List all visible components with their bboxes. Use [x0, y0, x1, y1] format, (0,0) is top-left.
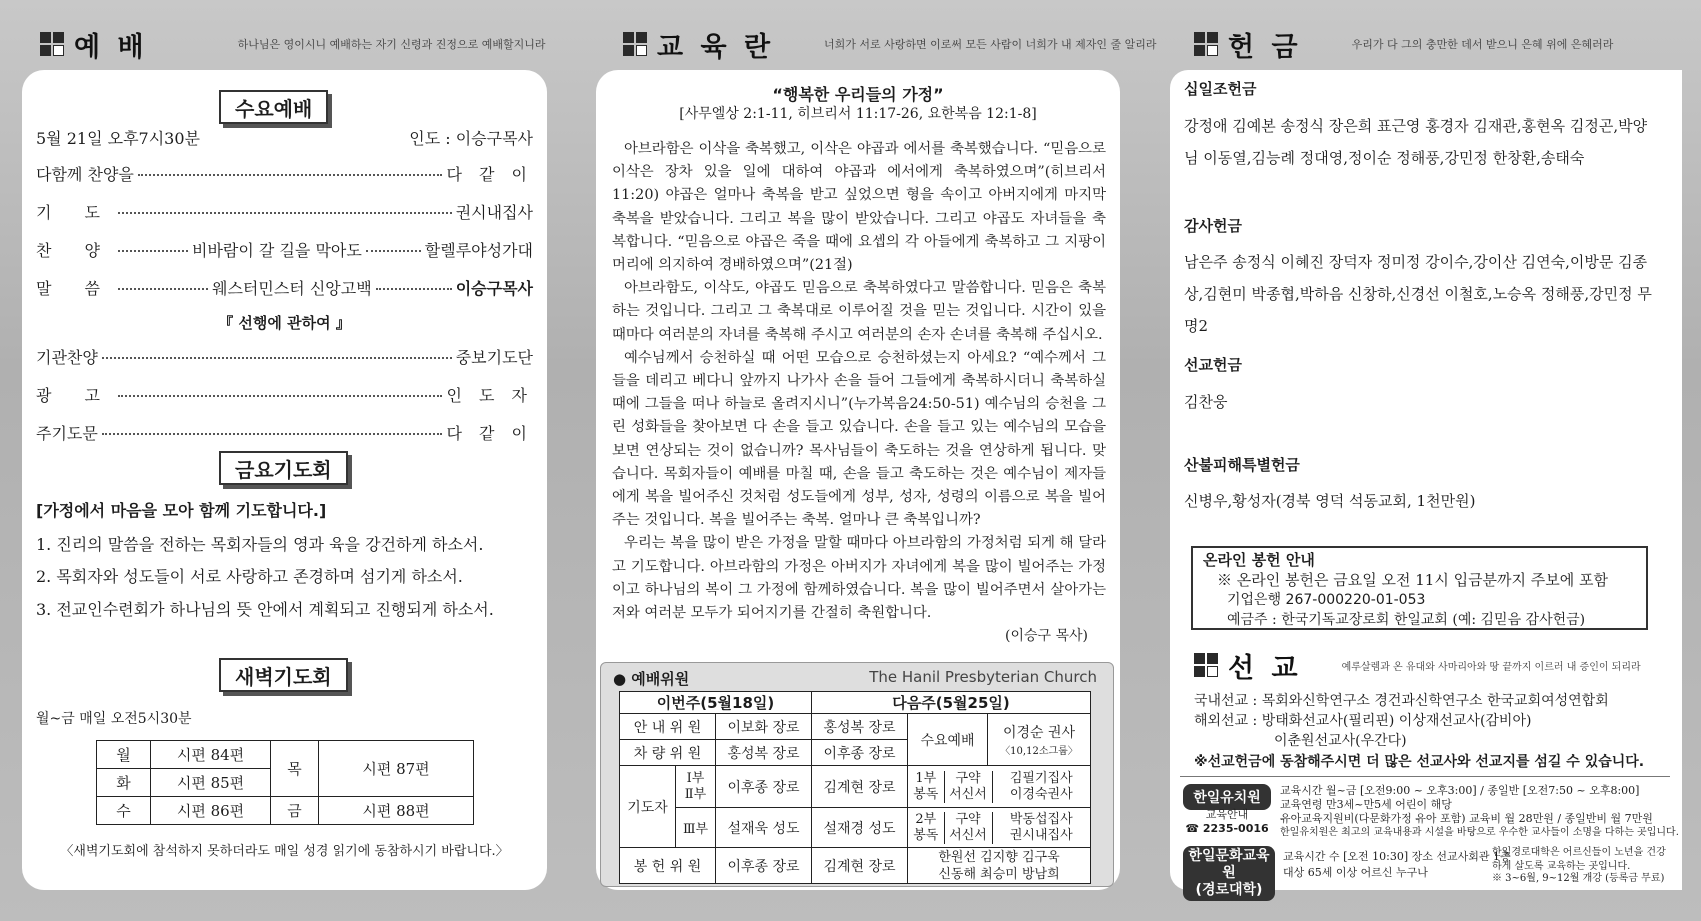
section-subtitle: 너희가 서로 사랑하면 이로써 모든 사람이 너희가 내 제자인 줄 알리라 — [824, 38, 1157, 51]
divider — [1180, 776, 1670, 777]
thanks-title: 감사헌금 — [1184, 217, 1242, 235]
sermon-subtitle: 『 선행에 관하여 』 — [218, 314, 351, 332]
order-row: 말 씀 웨스터민스터 신앙고백 이승구목사 — [36, 279, 533, 298]
online-title: 온라인 봉헌 안내 — [1203, 551, 1315, 569]
education-header — [623, 24, 1157, 64]
wed-date: 5월 21일 오후7시30분 — [36, 129, 200, 148]
senior-college-term: ※ 3~6월, 9~12월 개강 (등록금 무료) — [1492, 873, 1665, 884]
prayer-item: 2. 목회자와 성도들이 서로 사랑하고 존경하며 섬기게 하소서. — [36, 567, 463, 586]
overseas-missions-2: 이춘원선교사(우간다) — [1274, 733, 1407, 749]
overseas-missions: 해외선교 : 방태화선교사(필리핀) 이상재선교사(감비아) — [1194, 713, 1532, 729]
order-row: 다함께 찬양을 다 같 이 — [36, 165, 533, 184]
section-subtitle: 하나님은 영이시니 예배하는 자기 신령과 진정으로 예배할지니라 — [237, 38, 546, 51]
wed-service-tag: 수요예배 — [219, 90, 328, 124]
article-title: “행복한 우리들의 가정” — [772, 85, 944, 104]
kindergarten-info: 교육시간 월~금 [오전9:00 ~ 오후3:00] / 종일반 [오전7:50 ~ 오후8:00] — [1280, 784, 1640, 797]
article-body — [612, 138, 1106, 625]
wildfire-offering-names: 신병우,황성자(경북 영덕 석동교회, 1천만원) — [1184, 492, 1476, 510]
offering-header — [1194, 24, 1613, 64]
tithe-title: 십일조헌금 — [1184, 80, 1257, 98]
prayer-item: 3. 전교인수련회가 하나님의 뜻 안에서 계획되고 진행되게 하소서. — [36, 600, 494, 619]
senior-college-info: 교육시간 수 [오전 10:30] 장소 선교사회관 1층 — [1283, 850, 1511, 863]
domestic-missions: 국내선교 : 목회와신학연구소 경건과신학연구소 한국교회여성연합회 — [1194, 693, 1609, 709]
grid-icon — [1194, 32, 1218, 56]
dawn-time: 월~금 매일 오전5시30분 — [36, 711, 192, 727]
thanks-names: 남은주 송정식 이혜진 장덕자 정미정 강이수,강이산 김연숙,이방문 김종상,김현미 박종협,박하음 신창하,신경선 이철호,노승옥 정해풍,강민정 무명2 — [1184, 253, 1652, 335]
kindergarten-badge: 한일유치원 — [1183, 784, 1271, 810]
grid-icon — [40, 32, 64, 56]
online-note: ※ 온라인 봉헌은 금요일 오전 11시 입금분까지 주보에 포함 — [1217, 571, 1609, 589]
account-holder: 예금주 : 한국기독교장로회 한일교회 (예: 김믿음 감사헌금) — [1227, 612, 1586, 628]
mission-offering-title: 선교헌금 — [1184, 356, 1242, 374]
senior-college-info: 대상 65세 이상 어르신 누구나 — [1283, 866, 1428, 879]
dawn-prayer-tag: 새벽기도회 — [219, 658, 348, 692]
committee-box — [600, 662, 1114, 887]
mission-offering-names: 김찬웅 — [1184, 393, 1228, 411]
prayer-item: 1. 진리의 말씀을 전하는 목회자들의 영과 육을 강건하게 하소서. — [36, 535, 484, 554]
article-paragraph: 우리는 복을 많이 받은 가정을 말할 때마다 아브라함의 가정처럼 되게 해 달라고 기도합니다. 아브라함의 가정은 아버지가 자녀에게 복을 많이 빌어주는 가정이고 하나님의 복이 그 가정에 함께하였습니다. 복을 많이 빌어주면서 살아가는 저와 여러분 모두가 되어지기를 간절히 축원합니다. — [612, 535, 1106, 622]
worship-panel — [22, 70, 547, 890]
dawn-note: 〈새벽기도회에 참석하지 못하더라도 매일 성경 읽기에 동참하시기 바랍니다.〉 — [60, 844, 509, 859]
article-paragraph: 예수님께서 승천하실 때 어떤 모습으로 승천하셨는지 아세요? “예수께서 그들을 데리고 베다니 앞까지 나가사 손을 들어 그들에게 축복하시더니 축복하실 때에 그들을 떠나 하늘로 올려지시니”(누가복음24:50-51) 예수님의 승천을 그린 성화들을 찾아보면 다 손을 들고 있습니다. 손을 들고 있는 예수님의 모습을 보면 연상되는 것이 없습니까? 목사님들이 축도하는 것을 연상하게 됩니다. 맞습니다. 목회자들이 예배를 마칠 때, 손을 들고 축도하는 것은 예수님이 제자들에게 복을 빌어주신 것처럼 성도들에게 성부, 성자, 성령의 이름으로 복을 빌어주는 것입니다. 복을 빌어주는 축복. 얼마나 큰 축복입니까? — [612, 349, 1106, 529]
section-title: 선 교 — [1228, 652, 1302, 684]
wildfire-offering-title: 산불피해특별헌금 — [1184, 456, 1300, 474]
kindergarten-info: 유아교육지원비(다문화가정 유아 포함) 교육비 월 28만원 / 종일반비 월 7만원 — [1280, 812, 1653, 825]
article-paragraph: 아브라함은 이삭을 축복했고, 이삭은 야곱과 에서를 축복했습니다. “믿음으로 이삭은 장차 있을 일에 대하여 야곱과 에서에게 축복하였으며”(히브리서11:20) 야곱은 얼마나 축복을 받고 싶었으면 형을 속이고 아버지에게 마지막 축복을 받았습니다. 그리고 복을 많이 받았습니다. 그리고 야곱도 자녀들을 축복합니다. “믿음으로 야곱은 죽을 때에 요셉의 각 아들에게 축복하고 그 지팡이 머리에 의지하여 경배하였으며”(21절) — [612, 141, 1106, 274]
bank-account: 기업은행 267-000220-01-053 — [1227, 592, 1426, 608]
order-row: 주기도문 다 같 이 — [36, 424, 533, 443]
order-row: 찬 양 비바람이 갈 길을 막아도 할렐루야성가대 — [36, 241, 533, 260]
worship-header — [40, 24, 545, 64]
committee-title: ● 예배위원 — [613, 670, 690, 688]
kindergarten-label: 교육안내 — [1205, 808, 1249, 821]
fri-prayer-tag: 금요기도회 — [219, 451, 348, 485]
senior-college-desc: 한일경로대학은 어르신들이 노년을 건강하게 살도록 교육하는 곳입니다. — [1492, 847, 1666, 872]
committee-table: 이번주(5월18일) 다음주(5월25일) 안 내 위 원 이보화 장로 홍성복 장로 수요예배 이경순 권사 〈10,12소그룹〉 차 량 위 원 홍성복 장로 이후종 장로 기도자 Ⅰ부 Ⅱ부 이후종 장로 김계현 장로 1부 봉독 구약 서신서 김필기집사 이경숙권사 Ⅲ부 설재욱 성도 설재경 성도 2부 봉독 구약 서신서 박동섭집사 권시내집사 봉 헌 위 원 이후종 장로 김계현 장로 한원선 김지향 김구욱 신동해 최승미 방남희 — [619, 691, 1091, 884]
missions-note: ※선교헌금에 동참해주시면 더 많은 선교사와 선교지를 섬길 수 있습니다. — [1194, 754, 1645, 770]
order-row: 광 고 인 도 자 — [36, 386, 533, 405]
fri-prayer-heading: [가정에서 마음을 모아 함께 기도합니다.] — [36, 501, 327, 520]
article-author: (이승구 목사) — [1005, 628, 1088, 644]
article-paragraph: 아브라함도, 이삭도, 야곱도 믿음으로 축복하였다고 말씀합니다. 믿음은 축복하는 것입니다. 그리고 그 축복대로 이루어질 것을 믿는 것입니다. 시간이 있을 때마다 여러분의 자녀를 축복해 주시고 여러분의 손자 손녀를 축복해 주십시오. — [612, 280, 1106, 343]
order-row: 기관찬양 중보기도단 — [36, 348, 533, 367]
section-title: 예 배 — [74, 31, 148, 63]
kindergarten-info: 교육연령 만3세~만5세 어린이 해당 — [1280, 798, 1452, 811]
kindergarten-phone: ☎ 2235-0016 — [1185, 822, 1269, 835]
online-offering-box — [1191, 546, 1648, 630]
section-title: 교 육 란 — [657, 31, 775, 63]
dawn-schedule-table: 월 시편 84편 목 시편 87편 화 시편 85편 수 시편 86편 금 시편 88편 — [96, 740, 474, 825]
tithe-names: 강정애 김예본 송정식 장은희 표근영 홍경자 김재관,홍현옥 김정곤,박양님 이동열,김능례 정대영,정이순 정해풍,강민정 한창환,송태숙 — [1184, 117, 1648, 167]
kindergarten-info: 한일유치원은 최고의 교육내용과 시설을 바탕으로 우수한 교사들이 소명을 다하는 곳입니다. — [1280, 827, 1679, 838]
church-name: The Hanil Presbyterian Church — [869, 668, 1097, 686]
missions-header — [1194, 645, 1641, 685]
article-reference: [사무엘상 2:1-11, 히브리서 11:17-26, 요한복음 12:1-8] — [679, 106, 1037, 122]
grid-icon — [623, 32, 647, 56]
section-title: 헌 금 — [1228, 31, 1302, 63]
wed-leader: 인도 : 이승구목사 — [409, 129, 533, 148]
grid-icon — [1194, 653, 1218, 677]
section-subtitle: 예루살렘과 온 유대와 사마리아와 땅 끝까지 이르러 내 증인이 되리라 — [1341, 661, 1641, 673]
section-subtitle: 우리가 다 그의 충만한 데서 받으니 은혜 위에 은혜러라 — [1351, 38, 1614, 51]
senior-college-badge: 한일문화교육원 (경로대학) — [1183, 846, 1275, 901]
order-row: 기 도 권시내집사 — [36, 203, 533, 222]
